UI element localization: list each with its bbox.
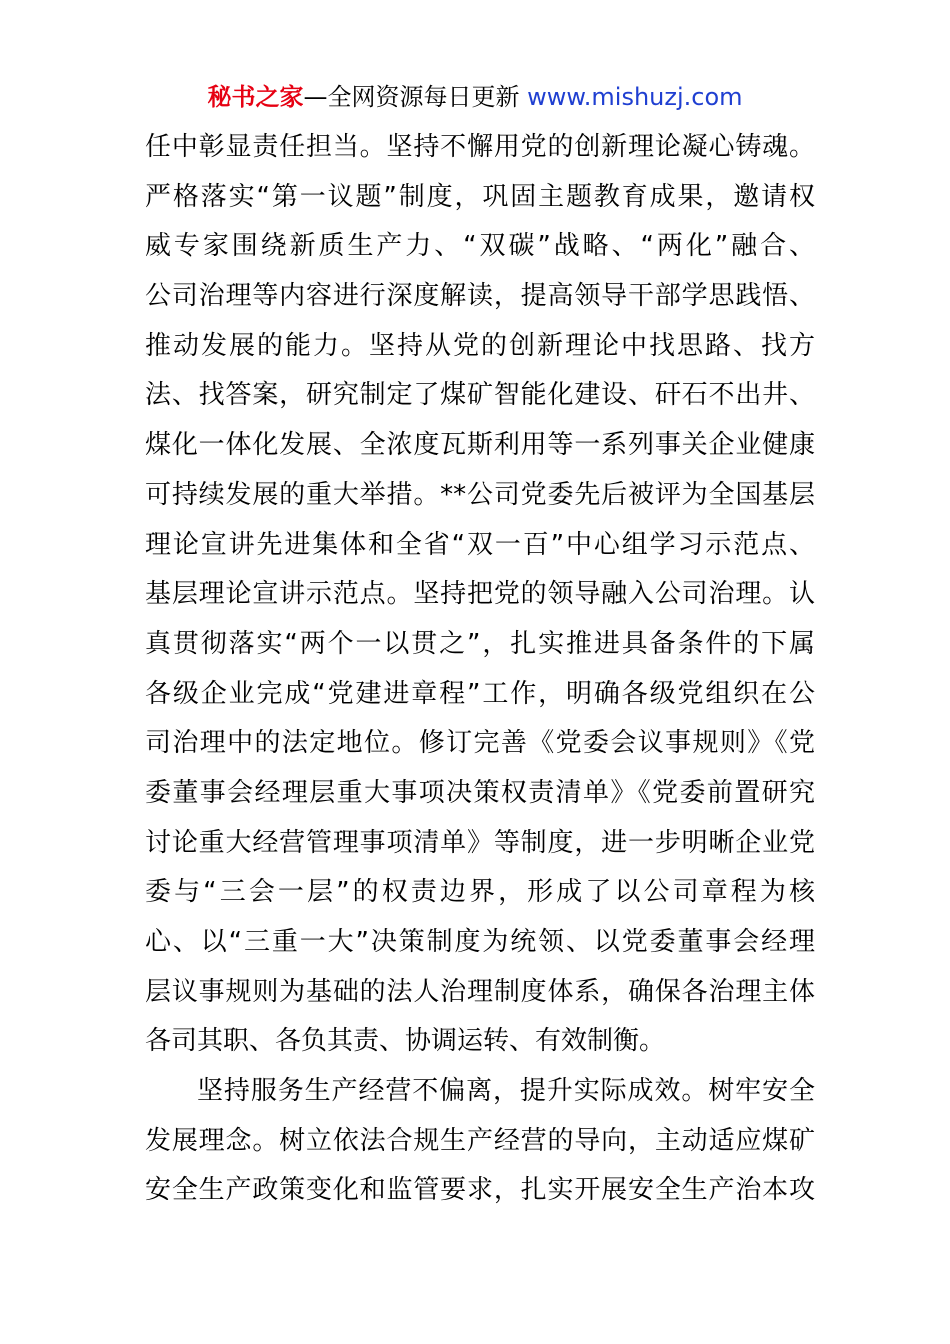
text-line: 严格落实“第一议题”制度，巩固主题教育成果，邀请权 [145, 181, 815, 212]
text-line: 安全生产政策变化和监管要求，扎实开展安全生产治本攻 [145, 1175, 815, 1206]
site-url-link[interactable]: www.mishuzj.com [527, 83, 743, 111]
text-line: 各司其职、各负其责、协调运转、有效制衡。 [145, 1026, 666, 1057]
document-body [145, 123, 815, 1216]
text-line: 层议事规则为基础的法人治理制度体系，确保各治理主体 [145, 976, 815, 1007]
text-line: 任中彰显责任担当。坚持不懈用党的创新理论凝心铸魂。 [145, 132, 815, 162]
header-tagline: —全网资源每日更新 [303, 83, 520, 111]
text-line: 威专家围绕新质生产力、“双碳”战略、“两化”融合、 [145, 231, 815, 262]
text-line: 讨论重大经营管理事项清单》等制度，进一步明晰企业党 [145, 827, 815, 858]
text-line: 委与“三会一层”的权责边界，形成了以公司章程为核 [145, 877, 815, 908]
text-line: 发展理念。树立依法合规生产经营的导向，主动适应煤矿 [145, 1125, 815, 1156]
brand-name: 秘书之家 [207, 83, 304, 111]
text-line: 各级企业完成“党建进章程”工作，明确各级党组织在公 [145, 678, 815, 709]
paragraph [145, 1067, 815, 1216]
text-line: 真贯彻落实“两个一以贯之”，扎实推进具备条件的下属 [145, 628, 815, 659]
text-line: 理论宣讲先进集体和全省“双一百”中心组学习示范点、 [145, 529, 815, 560]
text-line: 委董事会经理层重大事项决策权责清单》《党委前置研究 [145, 777, 815, 808]
text-line: 法、找答案，研究制定了煤矿智能化建设、矸石不出井、 [145, 380, 815, 411]
text-line: 推动发展的能力。坚持从党的创新理论中找思路、找方 [145, 330, 815, 361]
text-line: 心、以“三重一大”决策制度为统领、以党委董事会经理 [145, 927, 815, 957]
text-line: 基层理论宣讲示范点。坚持把党的领导融入公司治理。认 [145, 579, 815, 610]
text-line: 坚持服务生产经营不偏离，提升实际成效。树牢安全 [197, 1076, 815, 1107]
text-line: 煤化一体化发展、全浓度瓦斯利用等一系列事关企业健康 [145, 430, 815, 461]
paragraph [145, 123, 815, 1067]
page-header [0, 80, 950, 114]
text-line: 公司治理等内容进行深度解读，提高领导干部学思践悟、 [145, 281, 815, 312]
text-line: 司治理中的法定地位。修订完善《党委会议事规则》《党 [145, 728, 815, 759]
text-line: 可持续发展的重大举措。**公司党委先后被评为全国基层 [145, 479, 815, 510]
